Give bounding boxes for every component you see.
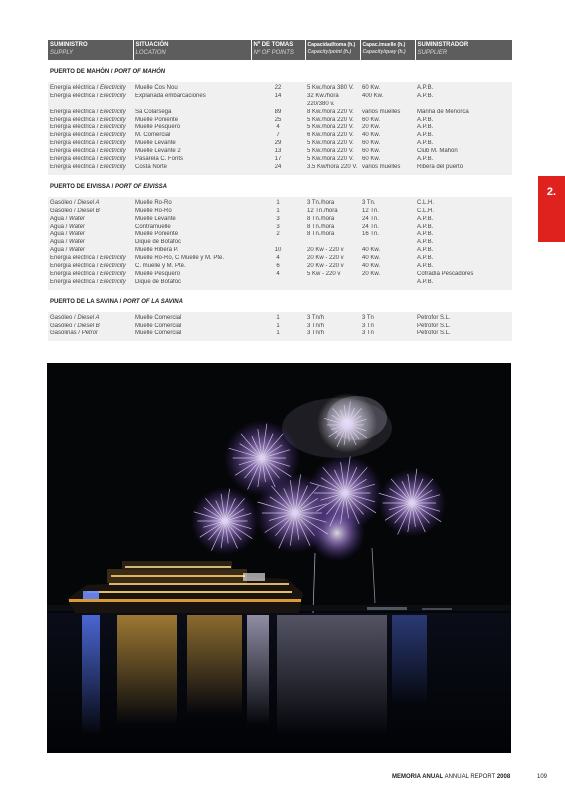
supply-en: Electricity — [100, 278, 126, 285]
capacity-quay-cell — [360, 101, 415, 109]
supply-es: Energía eléctrica — [50, 263, 96, 270]
supply-cell — [48, 148, 133, 156]
supply-cell — [48, 197, 133, 208]
supply-en: Electricity — [100, 84, 126, 91]
supply-es: Energía eléctrica — [50, 163, 96, 170]
header-supplier-es: SUMINISTRADOR — [417, 42, 469, 48]
location-cell: Muelle Comercial — [133, 312, 251, 323]
supply-table — [48, 40, 512, 341]
supply-en: Electricity — [100, 255, 126, 262]
section-header-row — [48, 290, 512, 312]
location-cell: Muelle Levante — [133, 140, 251, 148]
table-row — [48, 271, 512, 279]
capacity-quay-cell: 3 Tn — [360, 330, 415, 341]
table-row — [48, 156, 512, 164]
points-cell: 2 — [251, 231, 305, 239]
header-supply-en: SUPPLY — [50, 49, 74, 56]
location-cell: Muelle Pesquero — [133, 271, 251, 279]
points-cell: 1 — [251, 197, 305, 208]
header-capacity-point-en: Capacity/point (h.) — [307, 49, 352, 55]
footer-title-es: MEMORIA ANUAL — [392, 774, 444, 780]
supply-cell — [48, 82, 133, 93]
supply-separator: / — [72, 199, 78, 206]
capacity-quay-cell: 60 Kw. — [360, 156, 415, 164]
capacity-quay-cell: 60 Kw. — [360, 117, 415, 125]
supplier-cell: A.P.B. — [415, 140, 512, 148]
table-row — [48, 279, 512, 290]
supply-es: Energía eléctrica — [50, 84, 96, 91]
capacity-point-cell — [305, 239, 360, 247]
supply-cell — [48, 231, 133, 239]
supply-cell — [48, 312, 133, 323]
section-title — [48, 60, 512, 82]
supply-es: Energía eléctrica — [50, 140, 96, 147]
supply-es: Energía eléctrica — [50, 124, 96, 131]
supplier-cell: C.L.H. — [415, 197, 512, 208]
capacity-quay-cell — [360, 279, 415, 290]
location-cell: Muelle Ribera P. — [133, 247, 251, 255]
points-cell: 29 — [251, 140, 305, 148]
supply-separator: / — [95, 116, 101, 123]
supply-es: Agua — [50, 231, 65, 238]
header-capacity-point — [305, 40, 360, 60]
location-cell: Dique de Botafoc — [133, 239, 251, 247]
table-row — [48, 239, 512, 247]
capacity-quay-cell: 40 Kw. — [360, 263, 415, 271]
header-points-es: Nº DE TOMAS — [253, 42, 294, 48]
capacity-point-cell: 3.5 Kw/hora 220 V. — [305, 164, 360, 175]
report-footer — [392, 774, 510, 780]
points-cell — [251, 239, 305, 247]
supplier-cell: A.P.B. — [415, 255, 512, 263]
section-title-separator: / — [109, 69, 115, 75]
supply-es: Energía eléctrica — [50, 156, 96, 163]
supply-separator: / — [95, 132, 101, 139]
supply-separator: / — [64, 239, 70, 246]
location-cell: Muelle Cos Nou — [133, 82, 251, 93]
supply-separator: / — [95, 270, 101, 277]
section-header-row — [48, 60, 512, 82]
points-cell: 3 — [251, 224, 305, 232]
location-cell: Muelle Comercial — [133, 323, 251, 331]
supply-separator: / — [95, 148, 101, 155]
section-title — [48, 175, 512, 197]
supplier-cell: A.P.B. — [415, 231, 512, 239]
supply-cell — [48, 271, 133, 279]
location-cell: Muelle Levante 2 — [133, 148, 251, 156]
supplier-cell: Marina de Menorca — [415, 109, 512, 117]
points-cell: 22 — [251, 82, 305, 93]
capacity-point-cell: 6 Kw./hora 220 V. — [305, 132, 360, 140]
supply-cell — [48, 216, 133, 224]
location-cell: M. Comercial — [133, 132, 251, 140]
supplier-cell: A.P.B. — [415, 263, 512, 271]
section-title-en: PORT OF MAHÓN — [114, 69, 166, 75]
section-title-en: PORT OF LA SAVINA — [123, 298, 183, 305]
points-cell: 3 — [251, 216, 305, 224]
supply-en: Electricity — [100, 116, 126, 123]
location-cell: Muelle Comercial — [133, 330, 251, 341]
supply-es: Agua — [50, 215, 65, 222]
supply-separator: / — [95, 163, 101, 170]
supply-separator: / — [72, 314, 78, 321]
location-cell: Muelle Pesquero — [133, 124, 251, 132]
capacity-point-cell — [305, 279, 360, 290]
capacity-quay-cell: 12 Tn. — [360, 208, 415, 216]
table-row — [48, 124, 512, 132]
section-title-es: PUERTO DE LA SAVINA — [50, 298, 119, 305]
supply-cell — [48, 255, 133, 263]
table-row — [48, 216, 512, 224]
location-cell: Muelle Poniente — [133, 231, 251, 239]
supplier-cell: Petrofor S.L. — [415, 330, 512, 341]
table-row — [48, 93, 512, 101]
capacity-point-cell: 3 Tn/h — [305, 330, 360, 341]
supply-cell — [48, 208, 133, 216]
points-cell: 25 — [251, 117, 305, 125]
points-cell: 89 — [251, 109, 305, 117]
header-points-en: Nº OF POINTS — [253, 49, 294, 56]
supplier-cell: Club M. Mahón — [415, 148, 512, 156]
supply-cell — [48, 224, 133, 232]
supply-en: Electricity — [100, 263, 126, 270]
supply-es: Energía eléctrica — [50, 255, 96, 262]
supply-separator: / — [95, 108, 101, 115]
capacity-quay-cell — [360, 239, 415, 247]
capacity-quay-cell: 3 Tn — [360, 323, 415, 331]
table-row — [48, 247, 512, 255]
supplier-cell: A.P.B. — [415, 216, 512, 224]
section-title — [48, 290, 512, 312]
table-row — [48, 224, 512, 232]
header-capacity-quay-es: Capac./muelle (h.) — [362, 42, 406, 48]
location-cell: Muelle Levante — [133, 216, 251, 224]
table-row — [48, 263, 512, 271]
capacity-quay-cell: 40 Kw. — [360, 132, 415, 140]
supply-separator: / — [95, 124, 101, 131]
capacity-quay-cell: 24 Tn. — [360, 216, 415, 224]
points-cell: 4 — [251, 255, 305, 263]
capacity-point-cell: 5 Kw./hora 220 V. — [305, 124, 360, 132]
supply-es: Energía eléctrica — [50, 92, 96, 99]
capacity-point-cell: 5 Kw./hora 220 V. — [305, 117, 360, 125]
supply-separator: / — [95, 156, 101, 163]
capacity-point-cell: 5 Kw - 220 v — [305, 271, 360, 279]
points-cell: 4 — [251, 124, 305, 132]
location-cell: Pasarela C. Fonts — [133, 156, 251, 164]
capacity-point-cell: 3 Tn/h — [305, 312, 360, 323]
capacity-point-cell: 8 Tn./hora — [305, 216, 360, 224]
supply-es: Agua — [50, 223, 65, 230]
supplier-cell: A.P.B. — [415, 93, 512, 101]
location-cell: Muelle Poniente — [133, 117, 251, 125]
location-cell: Explanada embarcaciones — [133, 93, 251, 101]
supply-separator: / — [95, 84, 101, 91]
capacity-quay-cell: 40 Kw. — [360, 255, 415, 263]
points-cell: 1 — [251, 312, 305, 323]
capacity-quay-cell: 3 Tn. — [360, 197, 415, 208]
supplier-cell: Petrofor S.L. — [415, 312, 512, 323]
supplier-cell: Cofradía Pescadores — [415, 271, 512, 279]
header-location-en: LOCATION — [135, 49, 166, 56]
capacity-point-cell: 5 Kw./hora 220 V. — [305, 156, 360, 164]
supply-es: Energía eléctrica — [50, 278, 96, 285]
supply-cell — [48, 132, 133, 140]
points-cell: 7 — [251, 132, 305, 140]
section-header-row — [48, 175, 512, 197]
supply-cell — [48, 124, 133, 132]
points-cell: 6 — [251, 263, 305, 271]
header-capacity-point-es: Capacidad/toma (h.) — [307, 42, 356, 48]
supply-cell — [48, 330, 133, 341]
capacity-point-cell: 8 Tn./hora — [305, 231, 360, 239]
supply-en: Electricity — [100, 148, 126, 155]
table-row — [48, 101, 512, 109]
supply-cell — [48, 109, 133, 117]
supply-separator: / — [64, 215, 70, 222]
supply-cell — [48, 117, 133, 125]
header-capacity-quay — [360, 40, 415, 60]
header-supplier — [415, 40, 512, 60]
points-cell — [251, 279, 305, 290]
supply-cell — [48, 164, 133, 175]
location-cell: Muelle Ro-Ro — [133, 208, 251, 216]
supplier-cell: A.P.B. — [415, 132, 512, 140]
supplier-cell: Ribera del puerto — [415, 164, 512, 175]
supplier-cell: A.P.B. — [415, 247, 512, 255]
supplier-cell: A.P.B. — [415, 124, 512, 132]
supply-es: Gasóleo — [50, 314, 73, 321]
supplier-cell — [415, 101, 512, 109]
capacity-point-cell: 220/380 v. — [305, 101, 360, 109]
supply-separator: / — [64, 231, 70, 238]
supply-cell — [48, 101, 133, 109]
points-cell: 13 — [251, 148, 305, 156]
location-cell: Contramuelle — [133, 224, 251, 232]
table-row — [48, 82, 512, 93]
table-row — [48, 255, 512, 263]
supply-en: Electricity — [100, 140, 126, 147]
supply-es: Energía eléctrica — [50, 108, 96, 115]
supply-en: Water — [69, 239, 85, 246]
header-supply — [48, 40, 133, 60]
capacity-quay-cell: varios muelles — [360, 109, 415, 117]
supply-cell — [48, 93, 133, 101]
supply-en: Electricity — [100, 163, 126, 170]
supply-cell — [48, 247, 133, 255]
table-row — [48, 140, 512, 148]
points-cell: 1 — [251, 208, 305, 216]
supplier-cell: A.P.B. — [415, 279, 512, 290]
supply-separator: / — [72, 322, 78, 329]
header-location — [133, 40, 251, 60]
section-title-es: PUERTO DE MAHÓN — [50, 69, 110, 75]
supply-en: Electricity — [100, 124, 126, 131]
supply-cell — [48, 156, 133, 164]
supplier-cell: A.P.B. — [415, 224, 512, 232]
supplier-cell: A.P.B. — [415, 239, 512, 247]
table-row — [48, 323, 512, 331]
capacity-quay-cell: 40 Kw. — [360, 247, 415, 255]
table-row — [48, 132, 512, 140]
header-supply-es: SUMINISTRO — [50, 42, 88, 48]
capacity-quay-cell: 60 Kw. — [360, 140, 415, 148]
header-supplier-en: SUPPLIER — [417, 49, 448, 56]
section-title-es: PUERTO DE EIVISSA — [50, 183, 111, 190]
capacity-point-cell: 20 Kw - 220 v — [305, 255, 360, 263]
capacity-point-cell: 3 Tn/h — [305, 323, 360, 331]
supply-en: Electricity — [100, 92, 126, 99]
capacity-quay-cell: 60 Kw. — [360, 82, 415, 93]
supply-separator: / — [72, 207, 78, 214]
supplier-cell: Petrofor S.L. — [415, 323, 512, 331]
supply-en: Water — [69, 215, 85, 222]
table-row — [48, 330, 512, 341]
header-capacity-quay-en: Capacity/quay (h.) — [362, 49, 406, 55]
supplier-cell: A.P.B. — [415, 117, 512, 125]
points-cell: 4 — [251, 271, 305, 279]
supply-es: Agua — [50, 239, 65, 246]
capacity-point-cell: 32 Kw./hora — [305, 93, 360, 101]
section-title-separator: / — [110, 183, 116, 190]
supply-separator: / — [64, 247, 70, 254]
capacity-point-cell: 5 Kw./hora 220 V. — [305, 148, 360, 156]
supply-es: Gasóleo — [50, 199, 73, 206]
supply-cell — [48, 323, 133, 331]
supply-es: Energía eléctrica — [50, 116, 96, 123]
supply-en: Water — [69, 231, 85, 238]
supply-cell — [48, 239, 133, 247]
header-points — [251, 40, 305, 60]
location-cell: Sa Colarsega — [133, 109, 251, 117]
supplier-cell: A.P.B. — [415, 156, 512, 164]
capacity-quay-cell: 24 Tn. — [360, 224, 415, 232]
supply-cell — [48, 279, 133, 290]
supply-en: Diesel B — [77, 322, 100, 329]
capacity-quay-cell: varios muelles — [360, 164, 415, 175]
supply-en: Electricity — [100, 108, 126, 115]
supply-es: Gasolinas — [50, 330, 77, 337]
supply-es: Energía eléctrica — [50, 270, 96, 277]
location-cell — [133, 101, 251, 109]
capacity-quay-cell: 3 Tn — [360, 312, 415, 323]
fireworks-photo — [47, 363, 511, 753]
points-cell: 10 — [251, 247, 305, 255]
supply-en: Electricity — [100, 156, 126, 163]
page-number: 109 — [537, 774, 548, 780]
supply-separator: / — [76, 330, 82, 337]
supply-separator: / — [95, 92, 101, 99]
supply-en: Diesel A — [77, 199, 100, 206]
table-row — [48, 208, 512, 216]
capacity-quay-cell: 60 Kw. — [360, 148, 415, 156]
supply-cell — [48, 140, 133, 148]
table-row — [48, 164, 512, 175]
supply-es: Energía eléctrica — [50, 148, 96, 155]
points-cell: 1 — [251, 323, 305, 331]
footer-year: 2008 — [496, 774, 511, 780]
capacity-quay-cell: 400 Kw. — [360, 93, 415, 101]
supply-table-container — [48, 40, 512, 341]
supply-en: Diesel B — [77, 207, 100, 214]
points-cell: 24 — [251, 164, 305, 175]
capacity-point-cell: 12 Tn./hora — [305, 208, 360, 216]
location-cell: Dique de Botafoc — [133, 279, 251, 290]
table-row — [48, 148, 512, 156]
supplier-cell: C.L.H. — [415, 208, 512, 216]
section-title-en: PORT OF EIVISSA — [115, 183, 167, 190]
header-location-es: SITUACIÓN — [135, 42, 169, 48]
table-row — [48, 312, 512, 323]
supply-es: Gasóleo — [50, 322, 73, 329]
capacity-point-cell: 20 Kw - 220 v — [305, 247, 360, 255]
supply-es: Agua — [50, 247, 65, 254]
supply-en: Petrol — [81, 330, 98, 337]
capacity-point-cell: 5 Kw./hora 380 V. — [305, 82, 360, 93]
supply-separator: / — [95, 255, 101, 262]
supply-es: Gasóleo — [50, 207, 73, 214]
capacity-point-cell: 5 Kw./hora 220 V. — [305, 140, 360, 148]
location-cell: Muelle Ro-Ro, C Muelle y M. Pte. — [133, 255, 251, 263]
capacity-point-cell: 3 Tn./hora — [305, 197, 360, 208]
supply-separator: / — [95, 140, 101, 147]
supply-en: Water — [69, 223, 85, 230]
capacity-quay-cell: 16 Tn. — [360, 231, 415, 239]
capacity-point-cell: 8 Tn./hora — [305, 224, 360, 232]
table-row — [48, 117, 512, 125]
points-cell: 14 — [251, 93, 305, 101]
fireworks-harbour-image — [47, 363, 511, 753]
supply-cell — [48, 263, 133, 271]
location-cell: Costa Norte — [133, 164, 251, 175]
supply-table-body — [48, 60, 512, 341]
points-cell: 17 — [251, 156, 305, 164]
chapter-tab: 2. — [538, 176, 565, 242]
location-cell: Muelle Ro-Ro — [133, 197, 251, 208]
supply-en: Electricity — [100, 132, 126, 139]
capacity-point-cell: 20 Kw - 220 v — [305, 263, 360, 271]
table-header-row — [48, 40, 512, 60]
supply-separator: / — [95, 278, 101, 285]
supplier-cell: A.P.B. — [415, 82, 512, 93]
capacity-quay-cell: 20 Kw. — [360, 271, 415, 279]
table-row — [48, 197, 512, 208]
location-cell: C. muelle y M. Pte. — [133, 263, 251, 271]
supply-separator: / — [64, 223, 70, 230]
table-row — [48, 231, 512, 239]
footer-title-en: ANNUAL REPORT — [444, 774, 496, 780]
capacity-quay-cell: 20 Kw. — [360, 124, 415, 132]
supply-separator: / — [95, 263, 101, 270]
table-row — [48, 109, 512, 117]
points-cell: 1 — [251, 330, 305, 341]
points-cell — [251, 101, 305, 109]
section-title-separator: / — [118, 298, 124, 305]
supply-en: Diesel A — [77, 314, 100, 321]
capacity-point-cell: 8 Kw./hora 220 V. — [305, 109, 360, 117]
supply-en: Electricity — [100, 270, 126, 277]
supply-es: Energía eléctrica — [50, 132, 96, 139]
supply-en: Water — [69, 247, 85, 254]
